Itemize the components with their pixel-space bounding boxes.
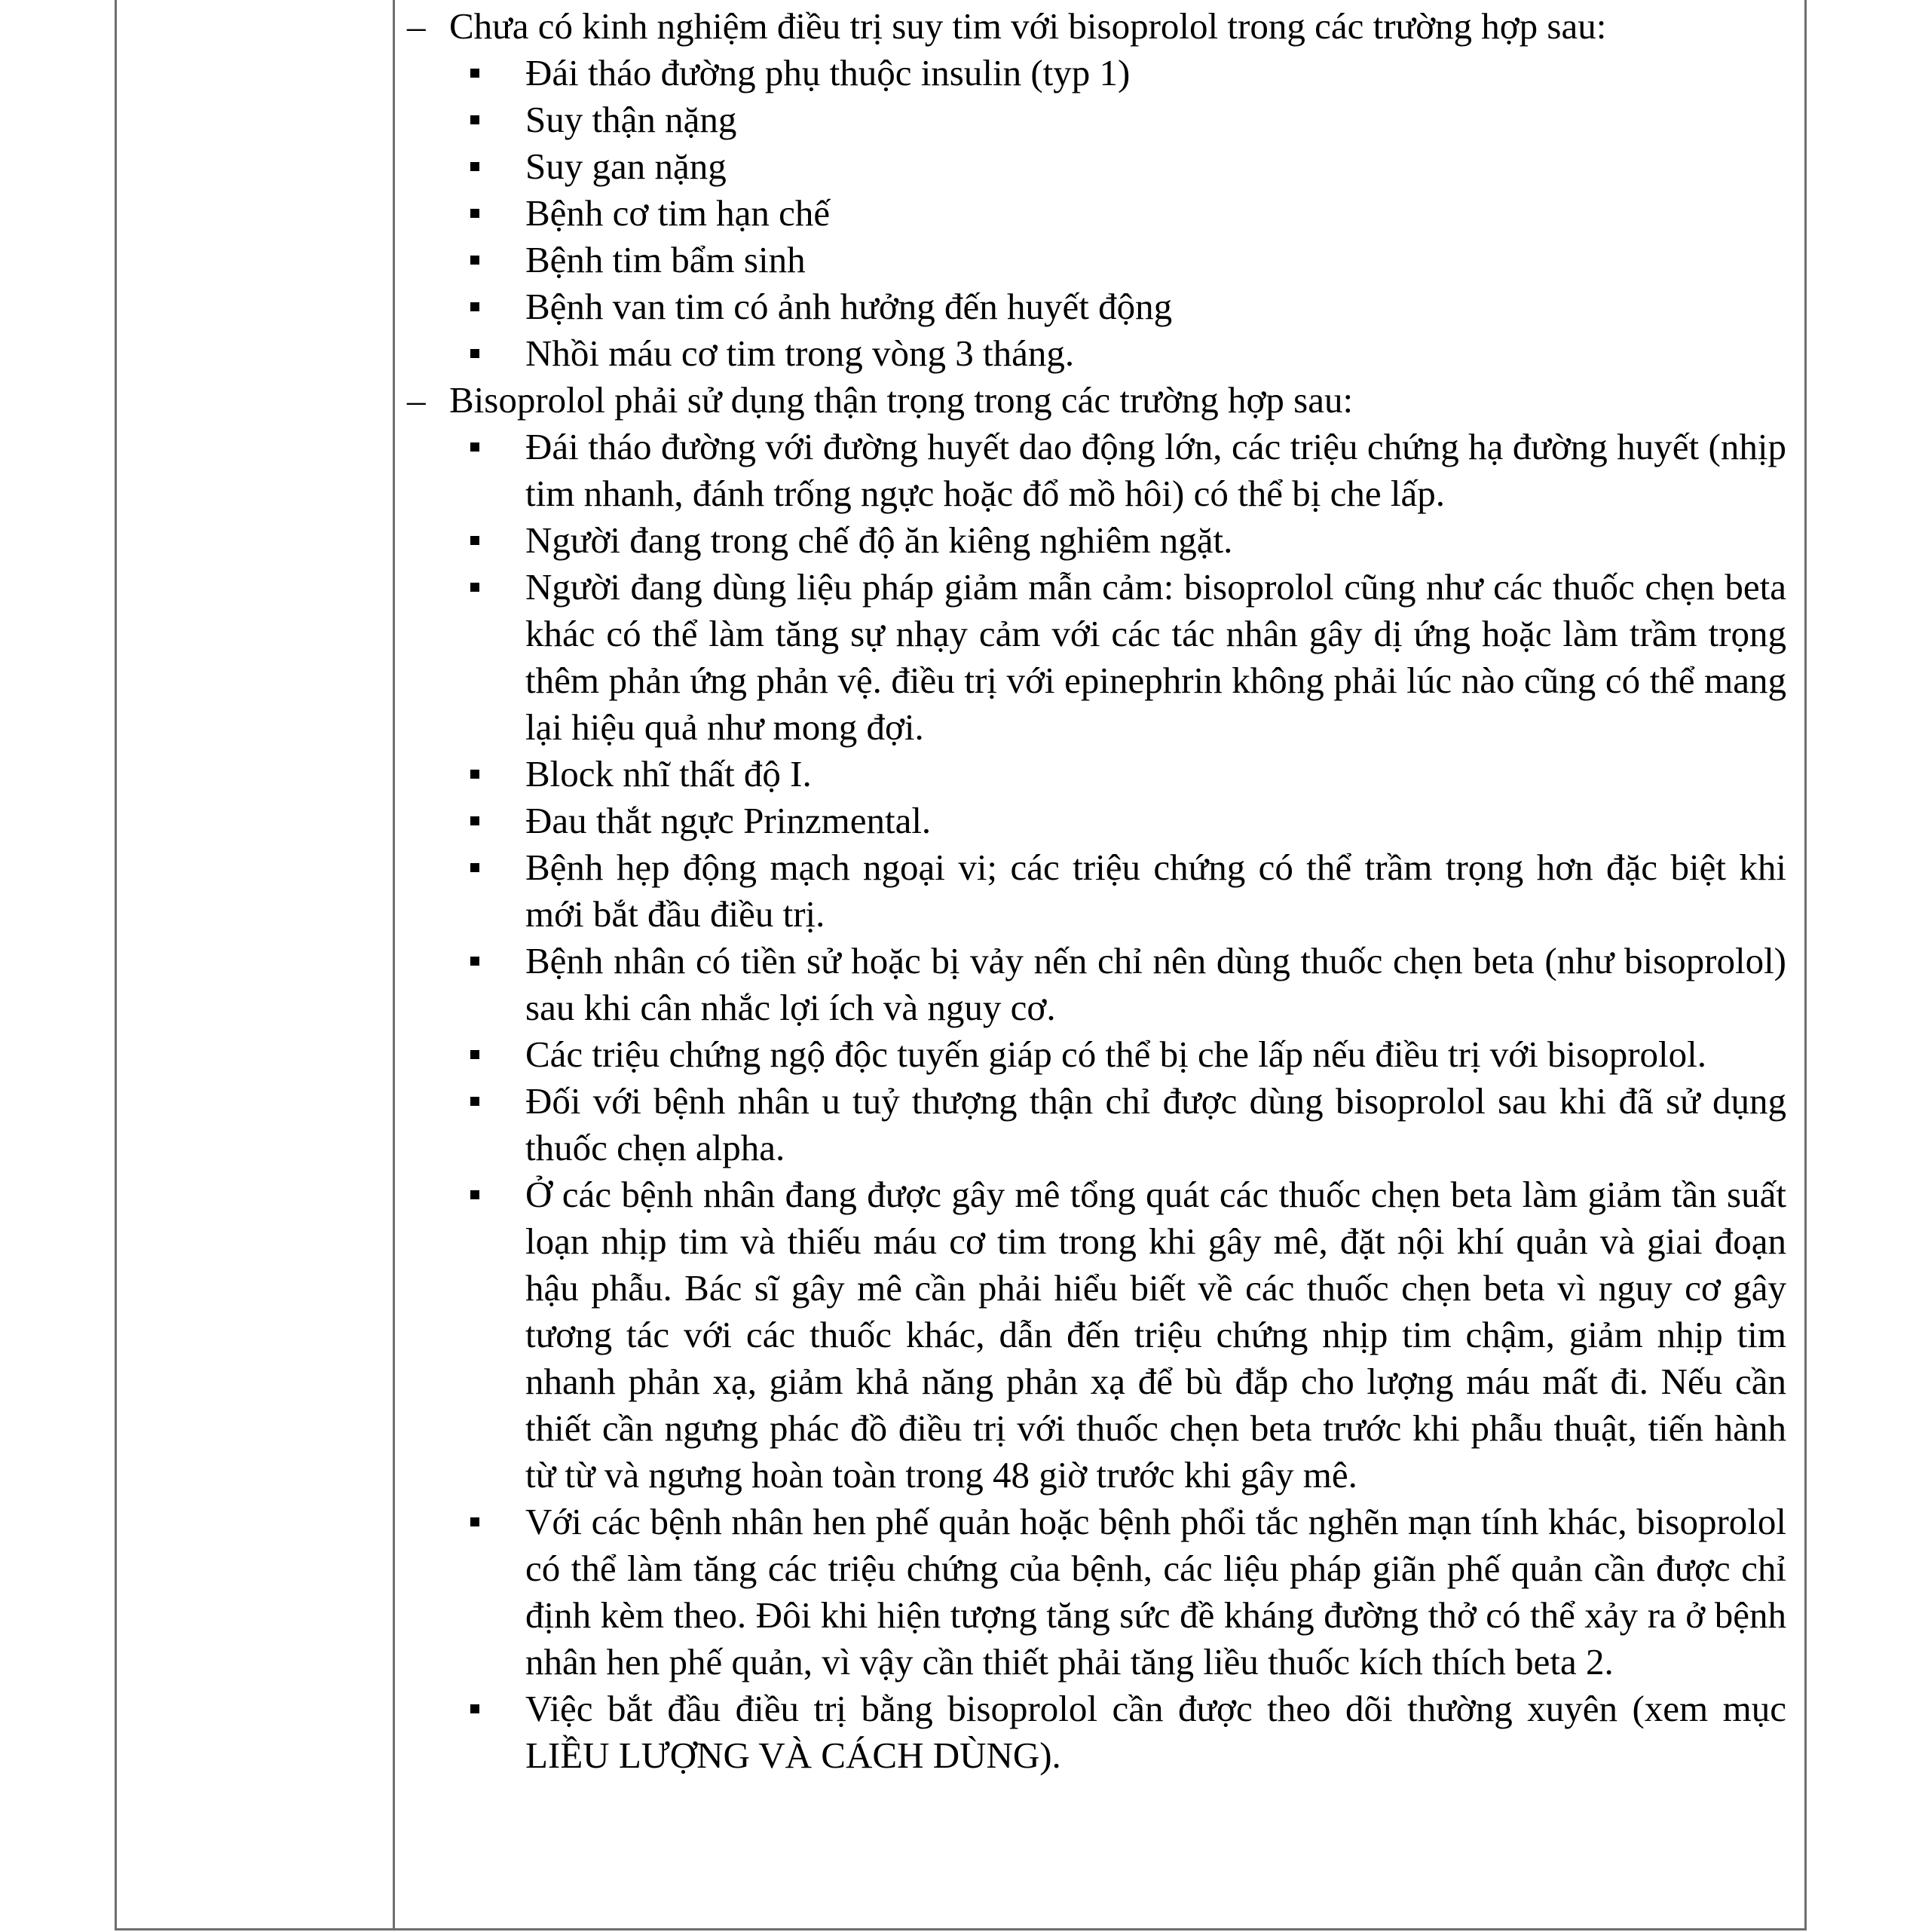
list-item (407, 564, 1786, 751)
square-bullet-icon (470, 1097, 479, 1106)
list-item (407, 96, 1786, 143)
list-item-text: Suy gan nặng (525, 145, 727, 187)
section-caution (407, 377, 1786, 1779)
list-item-text: Người đang dùng liệu pháp giảm mẫn cảm: bisoprolol cũng như các thuốc chẹn beta khác có thể làm tăng sự nhạy cảm với các tác nhân gây dị ứng hoặc làm trầm trọng thêm phản ứng phản vệ. điều trị với epinephrin không phải lúc nào cũng có thể mang lại hiệu quả như mong đợi. (525, 566, 1786, 748)
square-bullet-icon (470, 1190, 479, 1199)
square-bullet-icon (470, 583, 479, 592)
list-item-text: Bệnh nhân có tiền sử hoặc bị vảy nến chỉ nên dùng thuốc chẹn beta (như bisoprolol) sau khi cân nhắc lợi ích và nguy cơ. (525, 940, 1786, 1028)
list-item-text: Bệnh tim bẩm sinh (525, 239, 806, 280)
square-bullet-icon (470, 770, 479, 779)
list-item-text: Đối với bệnh nhân u tuỷ thượng thận chỉ được dùng bisoprolol sau khi đã sử dụng thuốc chẹn alpha. (525, 1080, 1786, 1168)
square-bullet-icon (470, 1517, 479, 1526)
square-bullet-icon (470, 863, 479, 872)
list-item (407, 143, 1786, 190)
square-bullet-icon (470, 816, 479, 825)
square-bullet-icon (470, 209, 479, 218)
section-heading (407, 3, 1786, 50)
section-experience (407, 3, 1786, 377)
square-bullet-icon (470, 536, 479, 545)
list-item-text: Đau thắt ngực Prinzmental. (525, 800, 932, 841)
left-cell (117, 0, 393, 1928)
list-item (407, 1078, 1786, 1171)
list-item (407, 1031, 1786, 1078)
square-bullet-icon (470, 302, 479, 311)
list-item (407, 1171, 1786, 1499)
list-item-text: Các triệu chứng ngộ độc tuyến giáp có thể bị che lấp nếu điều trị với bisoprolol. (525, 1033, 1706, 1075)
list-item (407, 1686, 1786, 1779)
dash-marker: – (407, 5, 426, 47)
list-item (407, 1499, 1786, 1686)
list-item (407, 938, 1786, 1031)
list-item (407, 517, 1786, 564)
section-heading (407, 377, 1786, 424)
list-item-text: Nhồi máu cơ tim trong vòng 3 tháng. (525, 332, 1075, 374)
square-bullet-icon (470, 349, 479, 358)
square-bullet-icon (470, 162, 479, 171)
list-item-text: Suy thận nặng (525, 99, 737, 140)
column-divider (393, 0, 395, 1930)
list-item (407, 751, 1786, 798)
bullet-list (407, 50, 1786, 377)
section-heading-text: Chưa có kinh nghiệm điều trị suy tim với bisoprolol trong các trường hợp sau: (449, 5, 1607, 47)
list-item (407, 190, 1786, 237)
list-item-text: Việc bắt đầu điều trị bằng bisoprolol cần được theo dõi thường xuyên (xem mục LIỀU LƯỢNG VÀ CÁCH DÙNG). (525, 1688, 1786, 1776)
list-item (407, 424, 1786, 517)
list-item-text: Với các bệnh nhân hen phế quản hoặc bệnh phổi tắc nghẽn mạn tính khác, bisoprolol có thể làm tăng các triệu chứng của bệnh, các liệu pháp giãn phế quản cần được chỉ định kèm theo. Đôi khi hiện tượng tăng sức đề kháng đường thở có thể xảy ra ở bệnh nhân hen phế quản, vì vậy cần thiết phải tăng liều thuốc kích thích beta 2. (525, 1501, 1786, 1682)
square-bullet-icon (470, 442, 479, 452)
list-item-text: Đái tháo đường với đường huyết dao động lớn, các triệu chứng hạ đường huyết (nhịp tim nhanh, đánh trống ngực hoặc đổ mồ hôi) có thể bị che lấp. (525, 426, 1786, 514)
square-bullet-icon (470, 957, 479, 966)
square-bullet-icon (470, 1050, 479, 1059)
list-item (407, 283, 1786, 330)
square-bullet-icon (470, 115, 479, 124)
list-item (407, 798, 1786, 844)
square-bullet-icon (470, 256, 479, 265)
list-item-text: Bệnh hẹp động mạch ngoại vi; các triệu chứng có thể trầm trọng hơn đặc biệt khi mới bắt đầu điều trị. (525, 847, 1786, 935)
list-item (407, 844, 1786, 938)
square-bullet-icon (470, 1704, 479, 1713)
list-item (407, 50, 1786, 96)
list-item-text: Đái tháo đường phụ thuộc insulin (typ 1) (525, 52, 1131, 93)
list-item-text: Bệnh van tim có ảnh hưởng đến huyết động (525, 286, 1173, 327)
list-item-text: Ở các bệnh nhân đang được gây mê tổng quát các thuốc chẹn beta làm giảm tần suất loạn nhịp tim và thiếu máu cơ tim trong khi gây mê, đặt nội khí quản và giai đoạn hậu phẫu. Bác sĩ gây mê cần phải hiểu biết về các thuốc chẹn beta vì nguy cơ gây tương tác với các thuốc khác, dẫn đến triệu chứng nhịp tim chậm, giảm nhịp tim nhanh phản xạ, giảm khả năng phản xạ để bù đắp cho lượng máu mất đi. Nếu cần thiết cần ngưng phác đồ điều trị với thuốc chẹn beta trước khi phẫu thuật, tiến hành từ từ và ngưng hoàn toàn trong 48 giờ trước khi gây mê. (525, 1174, 1786, 1496)
bullet-list (407, 424, 1786, 1779)
list-item (407, 330, 1786, 377)
list-item (407, 237, 1786, 283)
list-item-text: Block nhĩ thất độ I. (525, 753, 812, 795)
list-item-text: Người đang trong chế độ ăn kiêng nghiêm ngặt. (525, 519, 1233, 561)
section-heading-text: Bisoprolol phải sử dụng thận trọng trong các trường hợp sau: (449, 379, 1354, 421)
right-cell (407, 3, 1786, 1779)
list-item-text: Bệnh cơ tim hạn chế (525, 192, 831, 234)
square-bullet-icon (470, 69, 479, 78)
dash-marker: – (407, 379, 426, 421)
